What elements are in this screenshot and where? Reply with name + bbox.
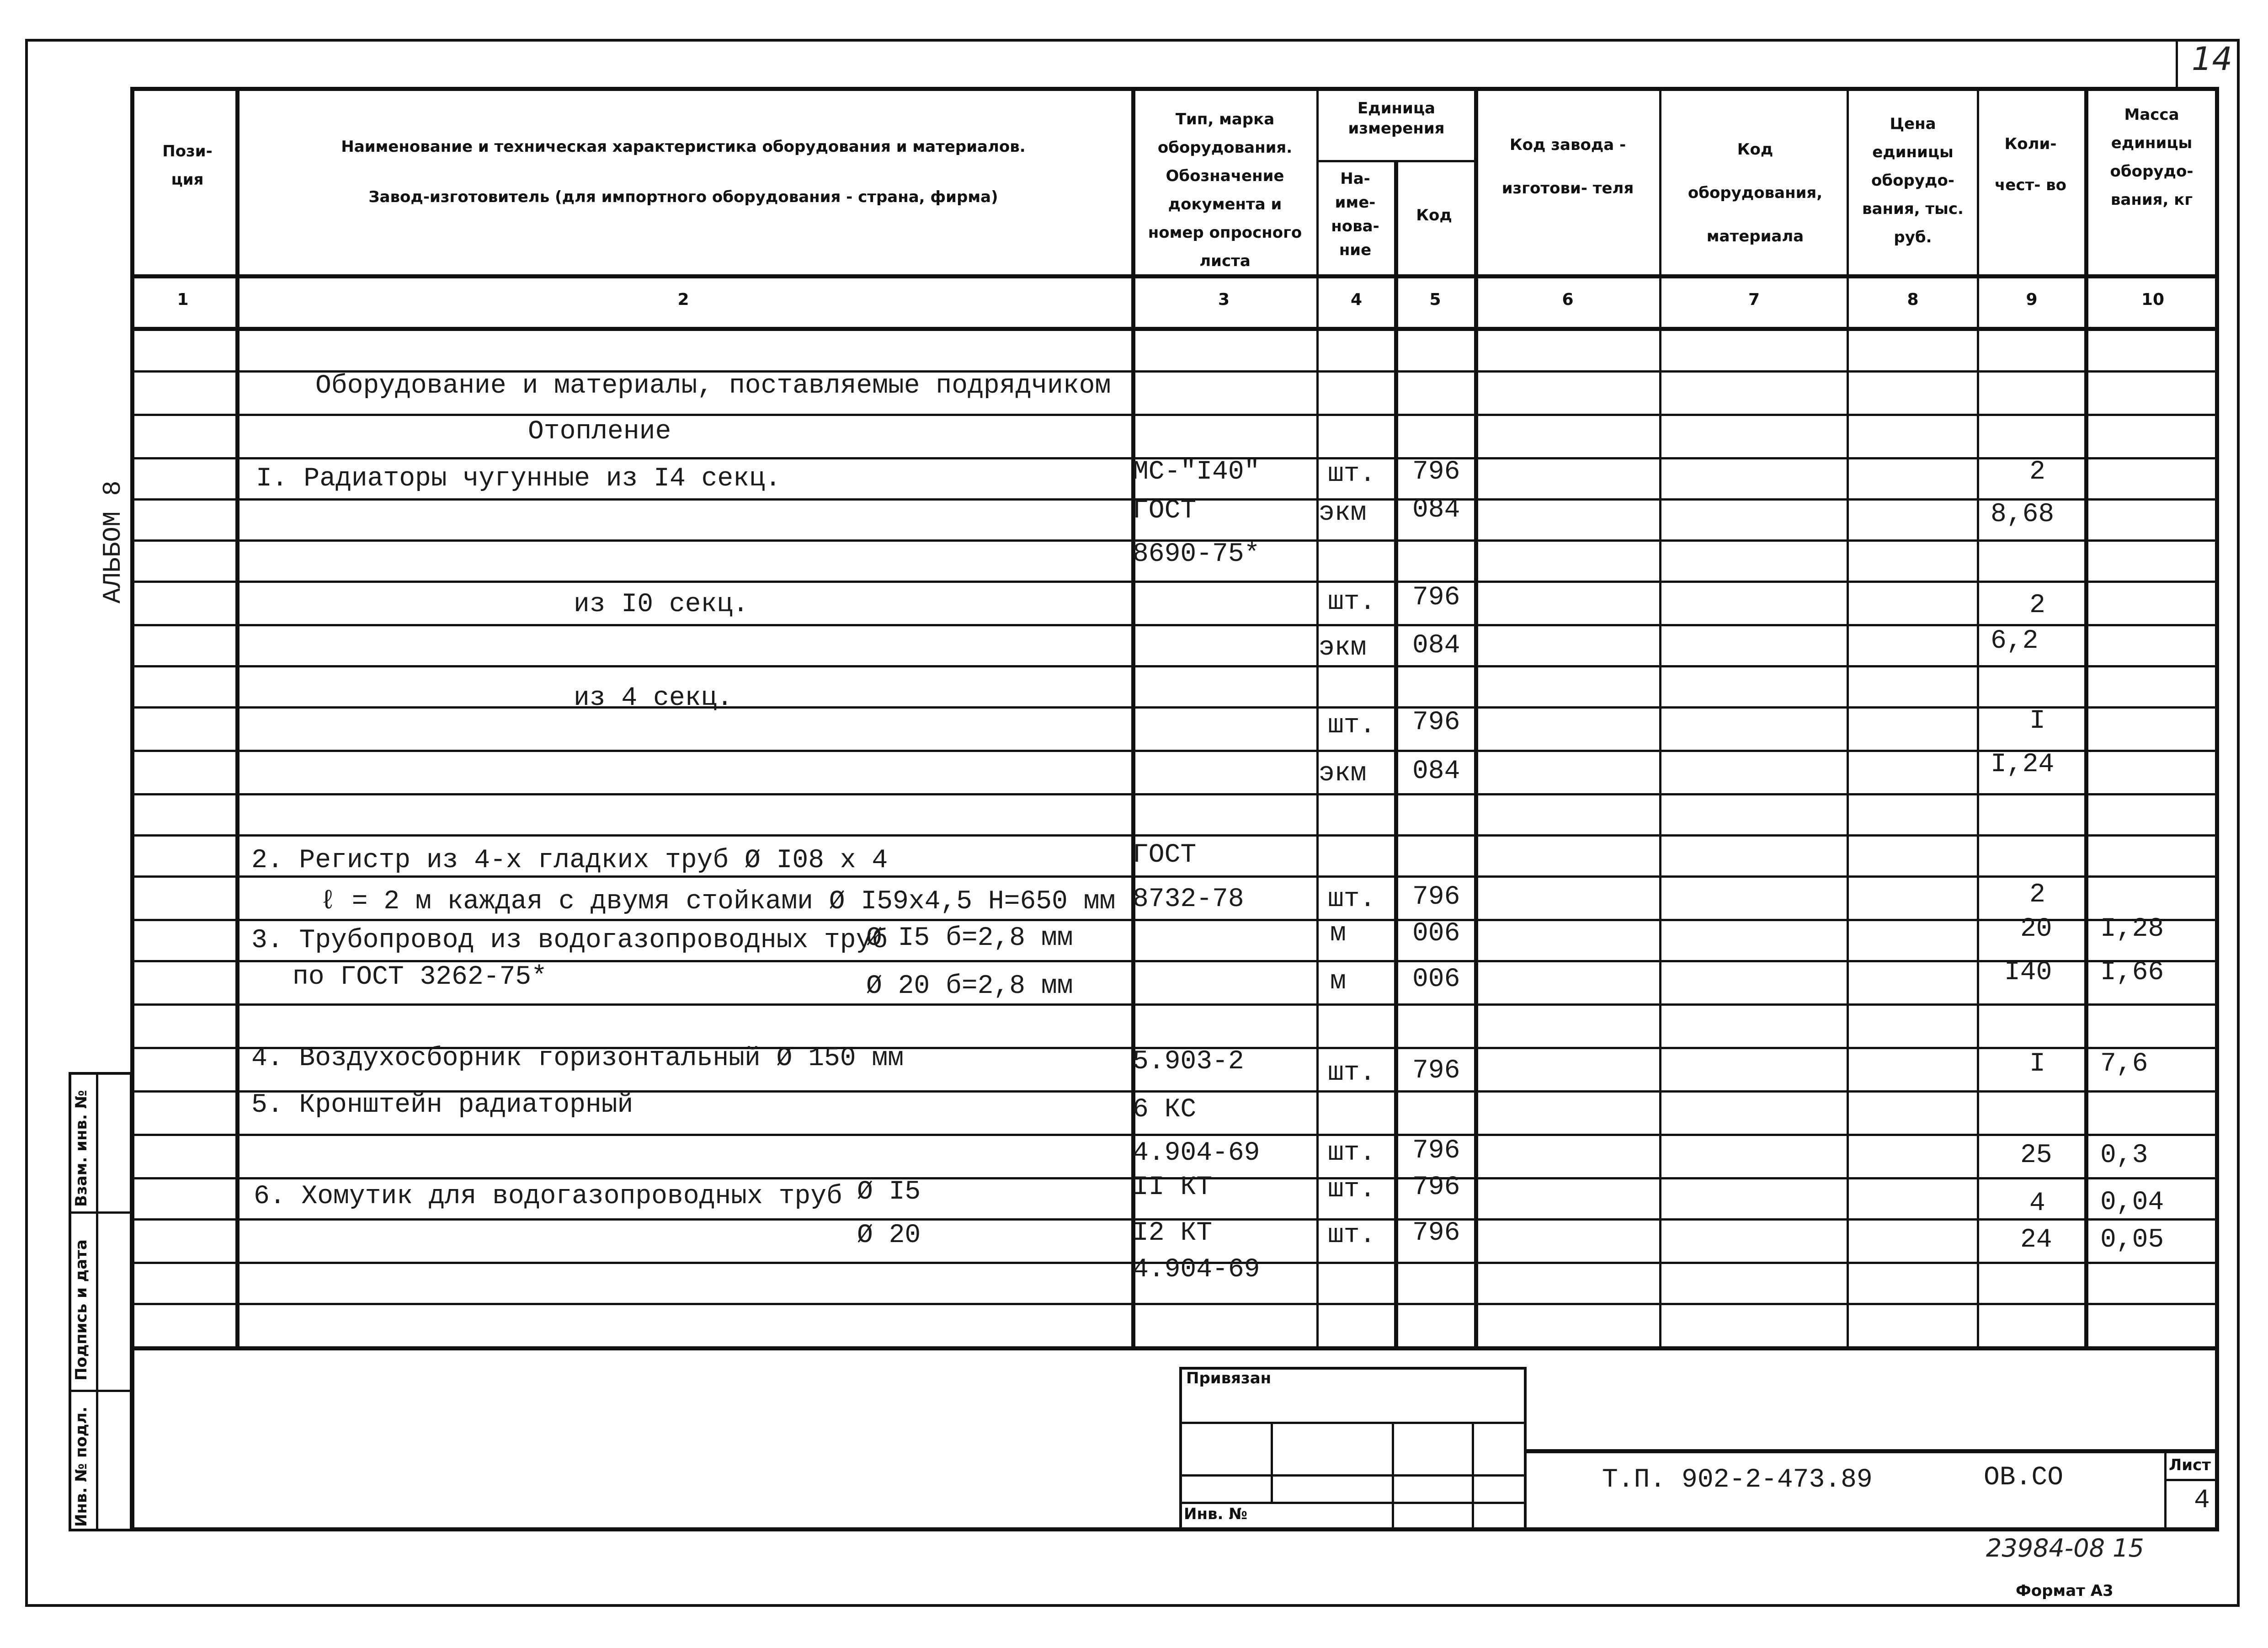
item-type: МС-"I40" (1133, 457, 1260, 487)
header-mass: Масса единицы оборудо- вания, кг (2110, 106, 2193, 209)
item-name: по ГОСТ 3262-75* (293, 962, 547, 992)
item-type: 8690-75* (1133, 539, 1260, 569)
item-name: из I0 секц. (574, 590, 749, 619)
item-qty: 8,68 (1991, 500, 2055, 529)
privyazan-line (1179, 1502, 1527, 1504)
header-qty: Коли- чест- во (1994, 135, 2067, 194)
item-mass: I,66 (2100, 958, 2164, 987)
item-code: 084 (1412, 757, 1460, 786)
header-equip-code: Код оборудования, материала (1688, 140, 1823, 245)
item-qty: 25 (2020, 1141, 2052, 1170)
item-unit: экм (1319, 633, 1367, 663)
title-block-top (1524, 1449, 2219, 1453)
row-line (130, 581, 2219, 583)
header-unit: Единица измерения (1348, 99, 1445, 138)
item-name: I. Радиаторы чугунные из I4 секц. (256, 464, 781, 494)
item-type: 4.904-69 (1133, 1138, 1260, 1168)
item-qty: 4 (2029, 1189, 2045, 1218)
inv-no-label: Инв. № (1184, 1505, 1248, 1523)
item-unit: м (1330, 967, 1346, 997)
colnum-bottom-line (130, 327, 2219, 331)
item-mass: 0,3 (2100, 1141, 2148, 1170)
item-unit: шт. (1328, 885, 1376, 914)
col-number: 7 (1748, 290, 1760, 309)
row-line (130, 665, 2219, 667)
item-name: 4. Воздухосборник горизонтальный Ø 150 мм (251, 1044, 904, 1073)
privyazan-col (1472, 1422, 1474, 1531)
item-type: II КТ (1133, 1173, 1213, 1202)
item-unit: шт. (1328, 1138, 1376, 1168)
side-stamp-line (69, 1211, 133, 1214)
sheet-label: Лист (2169, 1456, 2211, 1474)
header-unit-code: Код (1416, 206, 1452, 224)
row-line (130, 414, 2219, 416)
item-mass: 0,04 (2100, 1188, 2164, 1217)
privyazan-line (1179, 1474, 1527, 1477)
item-qty: 24 (2020, 1225, 2052, 1255)
handwritten-number: 23984-08 15 (1986, 1534, 2144, 1563)
header-name-line1: Наименование и техническая характеристика оборудования и материалов. (341, 138, 1026, 156)
side-label-signature-date: Подпись и дата (72, 1239, 91, 1381)
col-number: 4 (1350, 290, 1363, 309)
item-diameter: Ø I5 (857, 1177, 921, 1207)
item-diameter: Ø 20 б=2,8 мм (866, 971, 1073, 1001)
row-line (130, 1003, 2219, 1006)
doc-code: Т.П. 902-2-473.89 (1602, 1465, 1873, 1495)
col-number: 5 (1429, 290, 1441, 309)
sheet-box-line (2164, 1479, 2219, 1481)
item-code: 796 (1412, 708, 1460, 737)
item-mass: I,28 (2100, 914, 2164, 944)
item-unit: шт. (1328, 711, 1376, 741)
row-line (130, 919, 2219, 921)
item-name: ℓ = 2 м каждая с двумя стойками Ø I59x4,5 H=650 мм (320, 887, 1116, 917)
row-line (130, 706, 2219, 709)
item-qty: 2 (2029, 591, 2045, 620)
col-number: 3 (1218, 290, 1230, 309)
col-number: 8 (1907, 290, 1919, 309)
item-qty: 6,2 (1991, 626, 2039, 656)
item-qty: I,24 (1991, 750, 2055, 779)
item-unit: экм (1319, 498, 1367, 528)
item-code: 796 (1412, 882, 1460, 912)
item-type: 4.904-69 (1133, 1255, 1260, 1285)
item-type: 6 КС (1133, 1095, 1197, 1125)
item-code: 796 (1412, 457, 1460, 487)
item-name: 5. Кронштейн радиаторный (251, 1090, 634, 1120)
col-number: 1 (177, 290, 189, 309)
side-label-replace-inv: Взам. инв. № (72, 1090, 91, 1207)
header-name-line2: Завод-изготовитель (для импортного оборудования - страна, фирма) (368, 188, 998, 206)
row-line (130, 793, 2219, 795)
item-name: 2. Регистр из 4-х гладких труб Ø I08 x 4 (251, 846, 888, 875)
row-line (130, 624, 2219, 626)
item-qty: 2 (2029, 880, 2045, 910)
section-title: Оборудование и материалы, поставляемые подрядчиком (315, 371, 1111, 401)
table-bottom-line (130, 1346, 2219, 1350)
row-line (130, 1303, 2219, 1305)
header-position: Пози- ция (162, 142, 213, 189)
unit-split-line (1316, 160, 1474, 162)
header-price: Цена единицы оборудо- вания, тыс. руб. (1862, 115, 1964, 246)
page-number-box-left (2176, 39, 2178, 87)
side-stamp-divider (96, 1072, 98, 1531)
privyazan-col (1392, 1422, 1394, 1531)
item-mass: 0,05 (2100, 1225, 2164, 1255)
item-unit: шт. (1328, 587, 1376, 617)
item-diameter: Ø I5 б=2,8 мм (866, 923, 1073, 953)
item-type: I2 КТ (1133, 1218, 1213, 1248)
item-code: 796 (1412, 1173, 1460, 1202)
col-number: 9 (2026, 290, 2038, 309)
item-code: 796 (1412, 583, 1460, 613)
item-type: 5.903-2 (1133, 1047, 1244, 1077)
header-unit-name: На- име- нова- ние (1331, 170, 1379, 259)
item-type: ГОСТ (1133, 496, 1197, 526)
album-label: АЛЬБОМ 8 (98, 480, 128, 603)
header-type: Тип, марка оборудования. Обозначение документа и номер опросного листа (1148, 110, 1302, 270)
item-code: 006 (1412, 919, 1460, 949)
item-qty: 2 (2029, 457, 2045, 487)
format-label: Формат А3 (2016, 1582, 2114, 1600)
doc-mark: ОВ.СО (1984, 1463, 2064, 1493)
item-code: 796 (1412, 1218, 1460, 1248)
item-unit: шт. (1328, 1058, 1376, 1088)
subsection-title: Отопление (528, 417, 671, 447)
item-unit: шт. (1328, 1175, 1376, 1205)
privyazan-label: Привязан (1186, 1369, 1272, 1387)
col-number: 2 (677, 290, 689, 309)
row-line (130, 750, 2219, 752)
item-type: ГОСТ (1133, 840, 1197, 870)
privyazan-col (1271, 1422, 1273, 1502)
page-number: 14 (2192, 40, 2233, 78)
col-number: 6 (1562, 290, 1574, 309)
item-qty: I (2029, 1049, 2045, 1079)
col-number: 10 (2141, 290, 2165, 309)
item-unit: экм (1319, 759, 1367, 789)
item-qty: I (2029, 706, 2045, 736)
item-qty: 20 (2020, 914, 2052, 944)
item-name: 6. Хомутик для водогазопроводных труб (254, 1182, 842, 1211)
row-line (130, 875, 2219, 878)
privyazan-line (1179, 1422, 1527, 1424)
item-code: 796 (1412, 1136, 1460, 1166)
item-diameter: Ø 20 (857, 1221, 921, 1250)
item-code: 796 (1412, 1056, 1460, 1086)
item-unit: шт. (1328, 459, 1376, 489)
side-label-inv-original: Инв. № подл. (72, 1406, 91, 1527)
side-stamp-line (69, 1390, 133, 1392)
row-line (130, 834, 2219, 837)
sheet-box-left (2164, 1449, 2167, 1531)
item-name: из 4 секц. (574, 683, 733, 713)
row-line (130, 1134, 2219, 1136)
item-code: 006 (1412, 965, 1460, 994)
item-type: 8732-78 (1133, 885, 1244, 914)
item-code: 084 (1412, 631, 1460, 661)
header-factory-code: Код завода - изготови- теля (1501, 136, 1634, 197)
item-unit: м (1330, 919, 1346, 949)
item-unit: шт. (1328, 1221, 1376, 1250)
item-mass: 7,6 (2100, 1049, 2148, 1079)
item-qty: I40 (2004, 958, 2052, 987)
item-name: 3. Трубопровод из водогазопроводных труб (251, 926, 888, 955)
item-code: 084 (1412, 495, 1460, 525)
col-line-4 (1394, 160, 1398, 1346)
sheet-number: 4 (2194, 1486, 2210, 1515)
